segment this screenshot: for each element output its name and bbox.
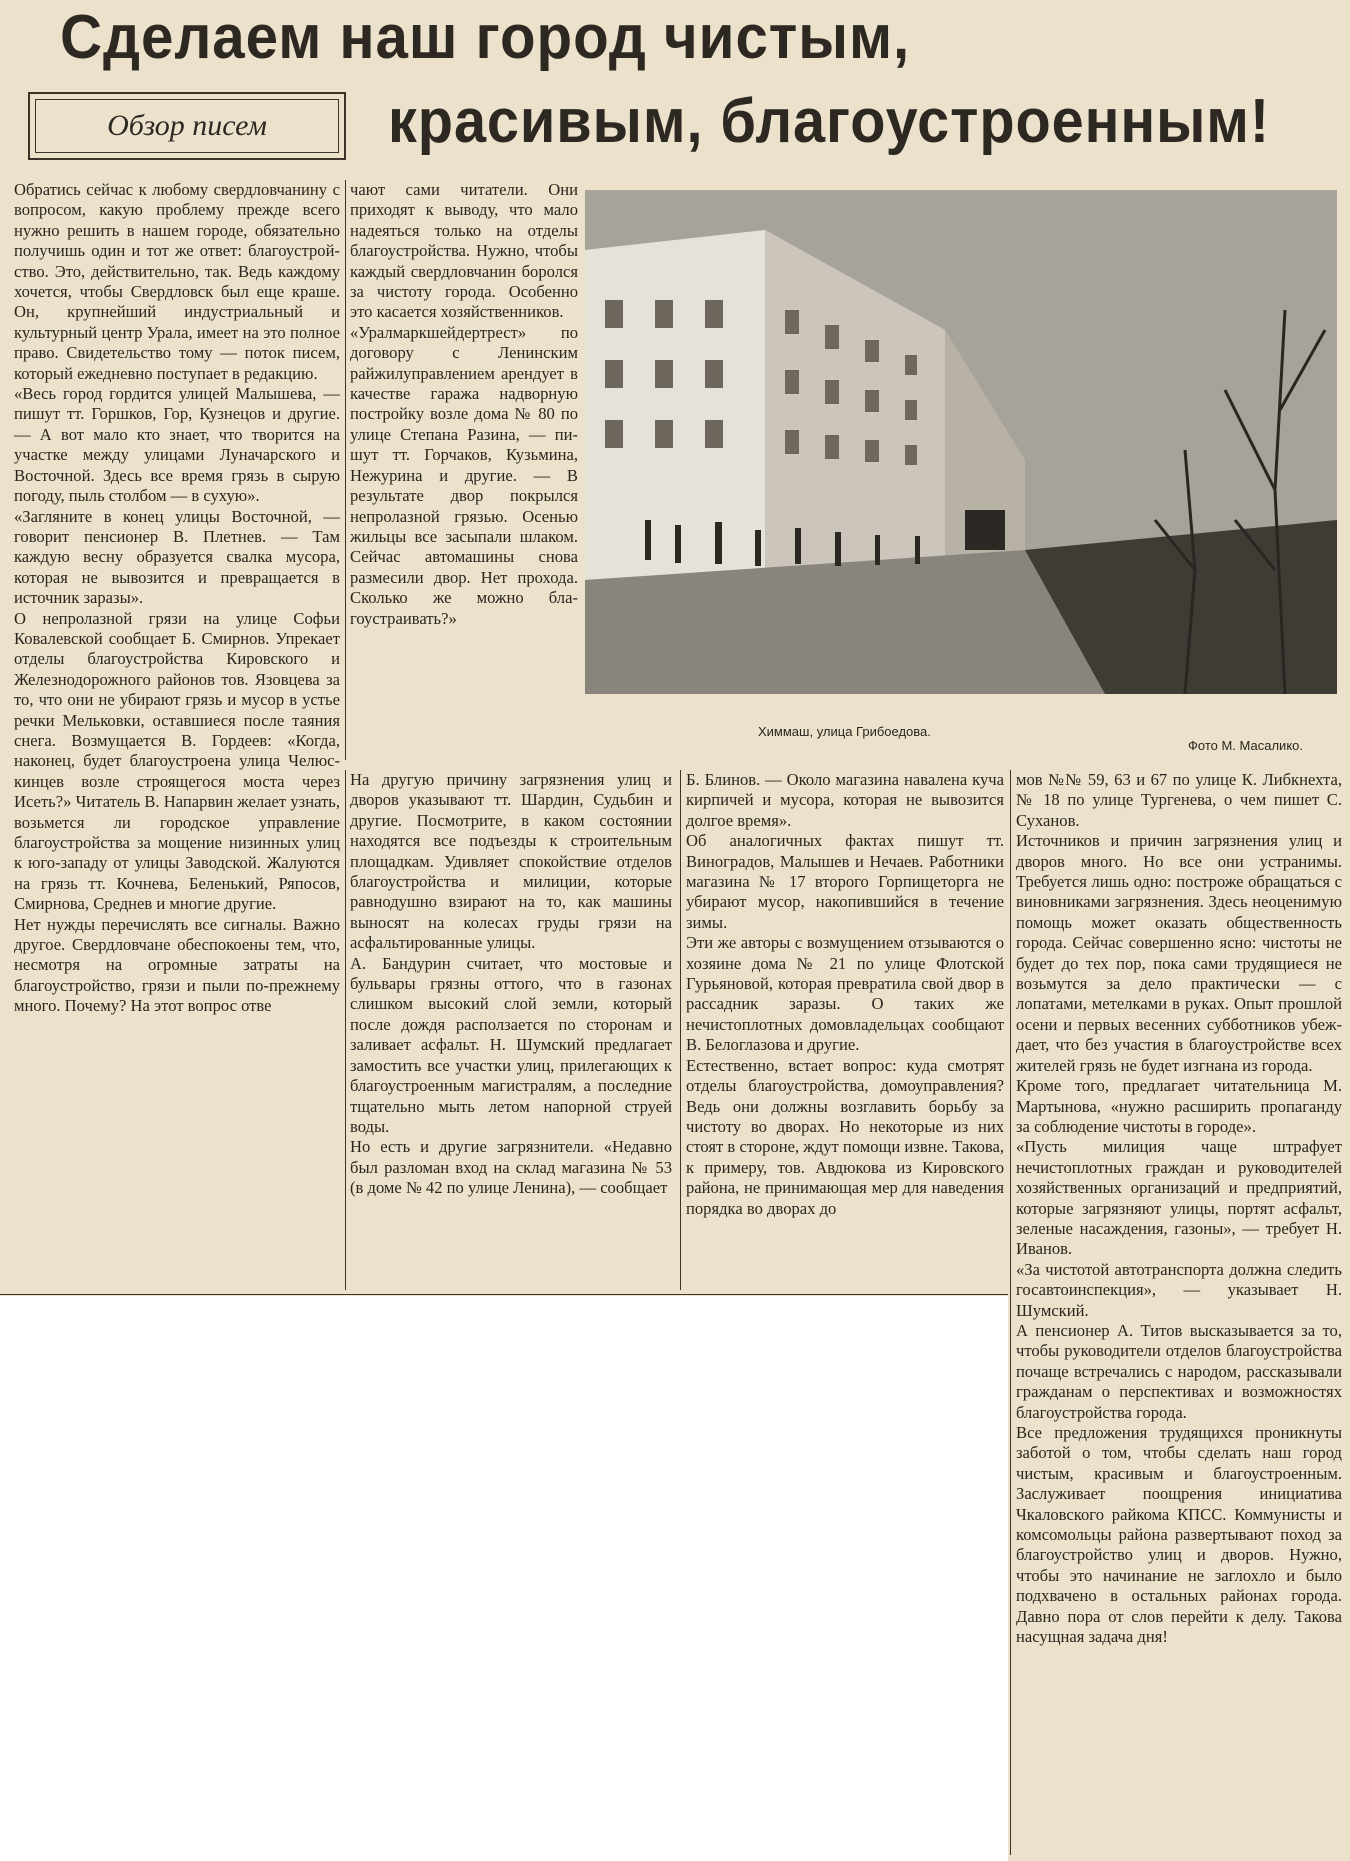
column-bottom-rule bbox=[0, 1294, 1008, 1295]
column-divider bbox=[345, 770, 346, 1290]
rubric-box bbox=[28, 92, 346, 160]
street-photo-icon bbox=[585, 190, 1337, 694]
street-photo bbox=[585, 190, 1337, 694]
article-column-2: чают сами читатели. Они приходят к выводу, что мало надеяться только на отделы благоустройства. Нужно, чтобы каждый свердловчанин боролся за чистоту города. Особенно это касается хозяйственников. «Уралмаркшейдертрест» по договору с Ленинским райжилуправлением арендует в качестве гаража надворную постройку возле дома № 80 по улице Степана Разина, — пишут тт. Горчаков, Кузьмина, Нежурина и другие. — В результате двор покрылся непролазной грязью. Осенью жильцы все засыпали шлаком. Сейчас автомашины снова размесили двор. Нет прохода. Сколько же можно благоустраивать?» bbox=[350, 180, 578, 628]
photo-caption: Химмаш, улица Грибоедова. bbox=[758, 724, 931, 739]
column-divider bbox=[1010, 770, 1011, 1855]
headline-line-2: красивым, благоустроенным! bbox=[388, 87, 1271, 156]
rubric-label: Обзор писем bbox=[35, 99, 339, 153]
article-column-4: Б. Блинов. — Около магазина навалена куча кирпичей и мусора, которая не вывозится долгое время». Об аналогичных фактах пишут тт. Виноградов, Малышев и Нечаев. Работники магазина № 17 второго Горпищеторга не убирают мусор, накопившийся в течение зимы. Эти же авторы с возмущением отзываются о хозяине дома № 21 по улице Флотской Гурьяновой, которая превратила свой двор в рассадник заразы. О таких же нечистоплотных домовладельцах сообщают В. Белоглазова и другие. Естественно, встает вопрос: куда смотрят отделы благоустройства, домоуправления? Ведь они должны возглавить борьбу за чистоту во дворах. Но некоторые из них стоят в стороне, ждут помощи извне. Такова, к примеру, тов. Авдюкова из Кировского района, не принимающая мер для наведения порядка во дворах до bbox=[686, 770, 1004, 1218]
headline-line-1: Сделаем наш город чистым, bbox=[60, 3, 911, 72]
photo-credit: Фото М. Масалико. bbox=[1188, 738, 1303, 753]
article-column-3: На другую причину загрязнения улиц и дворов указывают тт. Шардин, Судьбин и другие. Посмотрите, в каком состоянии находятся все подъезды к строительным площадкам. Удивляет спокойствие отделов благоустройства и милиции, которые равнодушно взирают на то, как машины выносят на колесах груды грязи на асфальтированные улицы. А. Бандурин считает, что мостовые и бульвары грязны оттого, что в газонах слишком высокий слой земли, который после дождя расползается по сторонам и заливает асфальт. Н. Шумский предлагает замостить все участки улиц, прилегающих к благоустроенным магистралям, а последние тщательно мыть летом напорной струей воды. Но есть и другие загрязнители. «Недавно был разломан вход на склад магазина № 53 (в доме № 42 по улице Ленина), — сообщает bbox=[350, 770, 672, 1198]
column-divider bbox=[680, 770, 681, 1290]
article-column-5: мов №№ 59, 63 и 67 по улице К. Либкнехта, № 18 по улице Тургенева, о чем пишет С. Суханов. Источников и причин загрязнения улиц и дворов много. Но все они устранимы. Требуется лишь одно: построже обращаться с виновниками загрязнения. Здесь неоценимую помощь может оказать общественность города. Сейчас совершенно ясно: чистоты не будет до тех пор, пока сами трудящиеся не возьмутся за дело практически — с лопатами, метелками в руках. Опыт прошлой осени и первых весенних субботников убеждает, что без участия в благоустройстве всех жителей грязь не будет изгнана из города. Кроме того, предлагает читательница М. Мартынова, «нужно расширить пропаганду за соблюдение чистоты в городе». «Пусть милиция чаще штрафует нечистоплотных граждан и руководителей хозяйственных организаций и предприятий, которые загрязняют улицы, портят асфальт, зеленые насаждения, газоны», — требует Н. Иванов. «За чистотой автотранспорта должна следить госавтоинспекция», — указывает Н. Шумский. А пенсионер А. Титов высказывается за то, чтобы руководители отделов благоустройства почаще встречались с народом, рассказывали гражданам о перспективах и возможностях благоустройства города. Все предложения трудящихся проникнуты заботой о том, чтобы сделать наш город чистым, красивым и благоустроенным. Заслуживает поощрения инициатива Чкаловского райкома КПСС. Коммунисты и комсомольцы района развертывают поход за благоустройство улиц и дворов. Нужно, чтобы это начинание не заглохло и было подхвачено в остальных районах города. Давно пора от слов перейти к делу. Такова насущная задача дня! bbox=[1016, 770, 1342, 1647]
article-column-1: Обратись сейчас к любому свердловчанину с вопросом, какую проблему прежде всего нужно решить в нашем городе, обязательно получишь один и тот же ответ: благоустройство. Это, действительно, так. Ведь каждому хочется, чтобы Свердловск был еще краше. Он, крупнейший индустриальный и культурный центр Урала, имеет на это полное право. Свидетельство тому — поток писем, который ежедневно поступает в редакцию. «Весь город гордится улицей Малышева, — пишут тт. Горшков, Гор, Кузнецов и другие. — А вот мало кто знает, что творится на участке между улицами Луначарского и Восточной. Здесь все время грязь в сырую погоду, пыль столбом — в сухую». «Загляните в конец улицы Восточной, — говорит пенсионер В. Плетнев. — Там каждую весну образуется свалка мусора, которая не вывозится и превращается в источник заразы». О непролазной грязи на улице Софьи Ковалевской сообщает Б. Смирнов. Упрекает отделы благоустройства Кировского и Железнодорожного районов тов. Язовцева за то, что они не убирают грязь и мусор в устье речки Мельковки, оставшиеся после таяния снега. Возмущается В. Гордеев: «Когда, наконец, будет благоустроена улица Челюскинцев возле строящегося моста через Исеть?» Читатель В. Напарвин желает узнать, возьмется ли городское управление благоустройства за мощение низинных улиц к юго-западу от улицы Заводской. Жалуются на грязь тт. Кочнева, Беленький, Ряпосов, Смирнова, Среднев и многие другие. Нет нужды перечислять все сигналы. Важно другое. Свердловчане обеспокоены тем, что, несмотря на огромные затраты на благоустройство, грязи и пыли по-прежнему много. Почему? На этот вопрос отве bbox=[14, 180, 340, 1016]
column-divider bbox=[345, 180, 346, 760]
